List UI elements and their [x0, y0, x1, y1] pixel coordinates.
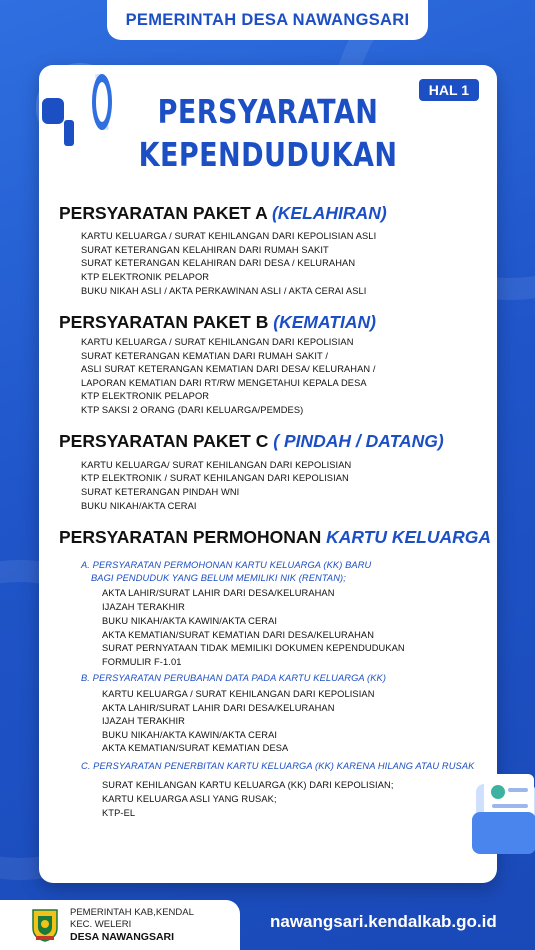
list-item: BUKU NIKAH ASLI / AKTA PERKAWINAN ASLI / AKTA CERAI ASLI: [81, 286, 367, 296]
list-item: AKTA LAHIR/SURAT LAHIR DARI DESA/KELURAHAN: [102, 588, 335, 598]
list-item: ASLI SURAT KETERANGAN KEMATIAN DARI DESA/ KELURAHAN /: [81, 364, 376, 374]
section-heading-text: PERSYARATAN PERMOHONAN: [59, 527, 327, 547]
list-item: AKTA KEMATIAN/SURAT KEMATIAN DARI DESA/KELURAHAN: [102, 630, 375, 640]
subsection-a-line2: BAGI PENDUDUK YANG BELUM MEMILIKI NIK (RENTAN);: [91, 573, 346, 583]
section-heading-accent: (KELAHIRAN): [271, 203, 387, 223]
section-heading-text: PERSYARATAN PAKET A: [59, 203, 272, 223]
footer-organization: [0, 900, 240, 950]
list-item: IJAZAH TERAKHIR: [102, 602, 185, 612]
section-heading-paket-b: [59, 312, 376, 333]
list-item: SURAT KEHILANGAN KARTU KELUARGA (KK) DARI KEPOLISIAN;: [102, 780, 394, 790]
list-item: BUKU NIKAH/AKTA KAWIN/AKTA CERAI: [102, 616, 278, 626]
list-item: AKTA KEMATIAN/SURAT KEMATIAN DESA: [102, 743, 289, 753]
list-item: SURAT PERNYATAAN TIDAK MEMILIKI DOKUMEN KEPENDUDUKAN: [102, 643, 405, 653]
list-item: KTP ELEKTRONIK PELAPOR: [81, 391, 210, 401]
list-item: SURAT KETERANGAN PINDAH WNI: [81, 487, 240, 497]
list-item: KARTU KELUARGA ASLI YANG RUSAK;: [102, 794, 277, 804]
banner-title: PEMERINTAH DESA NAWANGSARI: [125, 10, 410, 29]
section-heading-paket-c: [59, 431, 444, 452]
page-title-line2: KEPENDUDUKAN: [138, 135, 398, 174]
list-item: FORMULIR F-1.01: [102, 657, 182, 667]
page-badge: HAL 1: [419, 79, 479, 101]
document-folder-icon: [470, 768, 535, 858]
list-item: KTP-EL: [102, 808, 136, 818]
section-heading-text: PERSYARATAN PAKET C: [59, 431, 274, 451]
section-heading-text: PERSYARATAN PAKET B: [59, 312, 274, 332]
kendal-regency-logo: [30, 908, 60, 942]
requirements-card: [39, 65, 497, 883]
section-heading-accent: ( PINDAH / DATANG): [273, 431, 444, 451]
list-item: BUKU NIKAH/AKTA KAWIN/AKTA CERAI: [102, 730, 278, 740]
section-heading-accent: (KEMATIAN): [273, 312, 376, 332]
list-item: KTP ELEKTRONIK / SURAT KEHILANGAN DARI KEPOLISIAN: [81, 473, 349, 483]
list-item: KTP SAKSI 2 ORANG (DARI KELUARGA/PEMDES): [81, 405, 304, 415]
section-heading-accent: KARTU KELUARGA: [326, 527, 492, 547]
list-item: IJAZAH TERAKHIR: [102, 716, 185, 726]
list-item: KTP ELEKTRONIK PELAPOR: [81, 272, 210, 282]
list-item: KARTU KELUARGA / SURAT KEHILANGAN DARI KEPOLISIAN: [81, 337, 354, 347]
footer-line1: PEMERINTAH KAB,KENDAL: [70, 907, 194, 918]
subsection-b-line: B. PERSYARATAN PERUBAHAN DATA PADA KARTU KELUARGA (KK): [81, 673, 387, 683]
megaphone-icon: [28, 52, 133, 157]
top-banner: [107, 0, 428, 40]
section-heading-kartu-keluarga: [59, 527, 491, 548]
section-heading-paket-a: [59, 203, 387, 224]
subsection-a-line1: A. PERSYARATAN PERMOHONAN KARTU KELUARGA (KK) BARU: [81, 560, 372, 570]
list-item: KARTU KELUARGA / SURAT KEHILANGAN DARI KEPOLISIAN: [102, 689, 375, 699]
list-item: SURAT KETERANGAN KELAHIRAN DARI RUMAH SAKIT: [81, 245, 329, 255]
list-item: BUKU NIKAH/AKTA CERAI: [81, 501, 197, 511]
subsection-c-line: C. PERSYARATAN PENERBITAN KARTU KELUARGA (KK) KARENA HILANG ATAU RUSAK: [81, 761, 475, 771]
footer-line2: KEC. WELERI: [70, 919, 132, 930]
footer-line3: DESA NAWANGSARI: [70, 931, 175, 943]
list-item: KARTU KELUARGA / SURAT KEHILANGAN DARI KEPOLISIAN ASLI: [81, 231, 377, 241]
website-url: nawangsari.kendalkab.go.id: [270, 912, 497, 931]
list-item: SURAT KETERANGAN KELAHIRAN DARI DESA / KELURAHAN: [81, 258, 356, 268]
list-item: AKTA LAHIR/SURAT LAHIR DARI DESA/KELURAHAN: [102, 703, 335, 713]
list-item: LAPORAN KEMATIAN DARI RT/RW MENGETAHUI KEPALA DESA: [81, 378, 367, 388]
list-item: KARTU KELUARGA/ SURAT KEHILANGAN DARI KEPOLISIAN: [81, 460, 352, 470]
page-title-line1: PERSYARATAN: [157, 92, 379, 131]
list-item: SURAT KETERANGAN KEMATIAN DARI RUMAH SAKIT /: [81, 351, 329, 361]
